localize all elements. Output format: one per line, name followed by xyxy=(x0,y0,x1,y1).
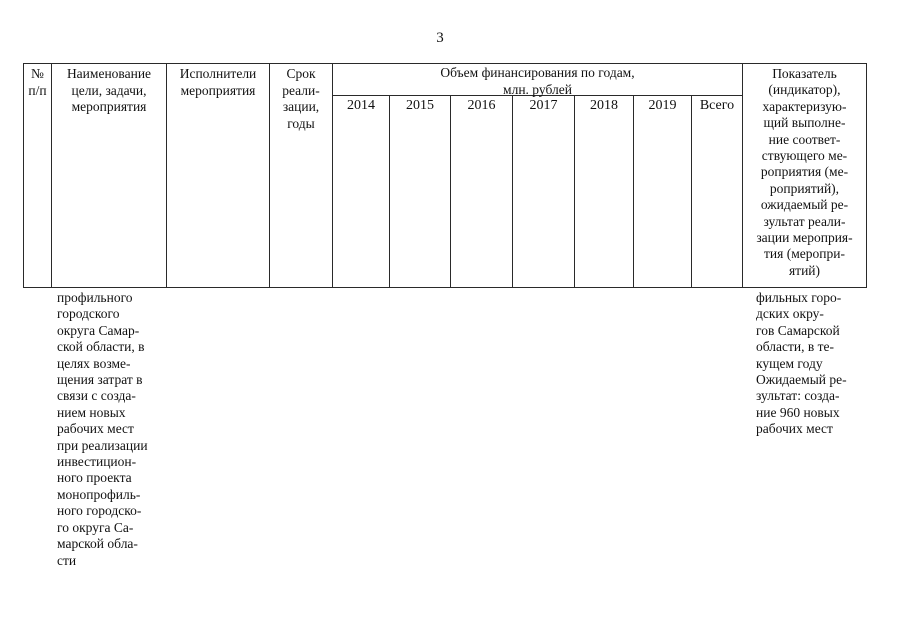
year-2017: 2017 xyxy=(529,98,558,113)
col-divider xyxy=(512,95,513,288)
text-line: монопрофиль- xyxy=(57,486,141,502)
header-line: годы xyxy=(287,115,315,131)
header-line: зации мероприя- xyxy=(756,230,853,246)
col-divider xyxy=(691,95,692,288)
table-top-border xyxy=(23,63,867,64)
text-line: фильных горо- xyxy=(756,290,842,305)
text-line: Ожидаемый ре- xyxy=(756,372,847,388)
text-line: щения затрат в xyxy=(57,372,143,388)
header-line: роприятия (ме- xyxy=(760,164,849,180)
header-line: зультат реали- xyxy=(763,213,846,229)
header-line: Исполнители xyxy=(179,66,257,81)
text-line: рабочих мест xyxy=(57,421,134,437)
header-line: тия (меропри- xyxy=(764,246,845,262)
text-line: го округа Са- xyxy=(57,519,134,535)
col-divider xyxy=(574,95,575,288)
text-line: сти xyxy=(57,552,77,568)
header-line: (индикатор), xyxy=(768,82,841,98)
header-bottom-border xyxy=(23,287,867,288)
year-2019: 2019 xyxy=(648,98,677,113)
header-line: ние соответ- xyxy=(768,131,841,147)
header-line: мероприятия xyxy=(180,82,256,98)
year-2015: 2015 xyxy=(406,98,434,113)
header-line: ожидаемый ре- xyxy=(760,197,849,213)
header-name xyxy=(52,66,166,116)
year-2014: 2014 xyxy=(347,98,375,113)
text-line: целях возме- xyxy=(57,355,131,371)
text-line: ного городско- xyxy=(57,503,142,519)
header-line: Срок xyxy=(286,66,316,81)
header-number xyxy=(24,66,51,99)
header-funding xyxy=(333,65,742,98)
header-line: цели, задачи, xyxy=(71,82,147,98)
text-line: ного проекта xyxy=(57,470,132,486)
header-indicator xyxy=(743,66,866,279)
col-divider xyxy=(633,95,634,288)
text-line: нием новых xyxy=(57,404,126,420)
header-term xyxy=(270,66,332,132)
text-line: гов Самарской xyxy=(756,322,840,338)
header-line: ятий) xyxy=(788,262,821,278)
continued-indicator-cell xyxy=(756,290,866,438)
text-line: марской обла- xyxy=(57,536,138,552)
header-line: реали- xyxy=(282,82,320,98)
text-line: ской области, в xyxy=(57,339,145,355)
text-line: ние 960 новых xyxy=(756,404,840,420)
header-line: млн. рублей xyxy=(503,81,572,97)
text-line: связи с созда- xyxy=(57,388,136,404)
header-line: Показатель xyxy=(772,66,837,81)
header-line: зации, xyxy=(282,99,320,114)
year-2018: 2018 xyxy=(590,98,618,113)
text-line: городского xyxy=(57,306,120,322)
continued-name-cell xyxy=(57,290,165,569)
header-line: ствующего ме- xyxy=(761,148,848,164)
text-line: при реализации xyxy=(57,437,148,453)
text-line: округа Самар- xyxy=(57,322,140,338)
header-line: Наименование xyxy=(66,66,152,81)
header-line: роприятий), xyxy=(769,180,840,196)
header-executors xyxy=(167,66,269,99)
text-line: инвестицион- xyxy=(57,454,137,470)
text-line: дских окру- xyxy=(756,306,824,322)
col-divider xyxy=(389,95,390,288)
page-number: 3 xyxy=(436,30,444,46)
text-line: рабочих мест xyxy=(756,421,833,437)
header-line: характеризую- xyxy=(762,98,847,114)
col-divider xyxy=(450,95,451,288)
header-line: мероприятия xyxy=(71,99,147,114)
header-line: п/п xyxy=(28,82,47,98)
text-line: кущем году xyxy=(756,355,823,371)
text-line: области, в те- xyxy=(756,339,835,355)
header-line: щий выполне- xyxy=(763,115,846,131)
header-line: Объем финансирования по годам, xyxy=(440,65,635,80)
text-line: профильного xyxy=(57,290,133,305)
header-line: № xyxy=(31,66,44,81)
year-2016: 2016 xyxy=(467,98,496,113)
year-total: Всего xyxy=(699,98,735,113)
table-right-border xyxy=(866,63,867,288)
text-line: зультат: созда- xyxy=(756,388,840,404)
